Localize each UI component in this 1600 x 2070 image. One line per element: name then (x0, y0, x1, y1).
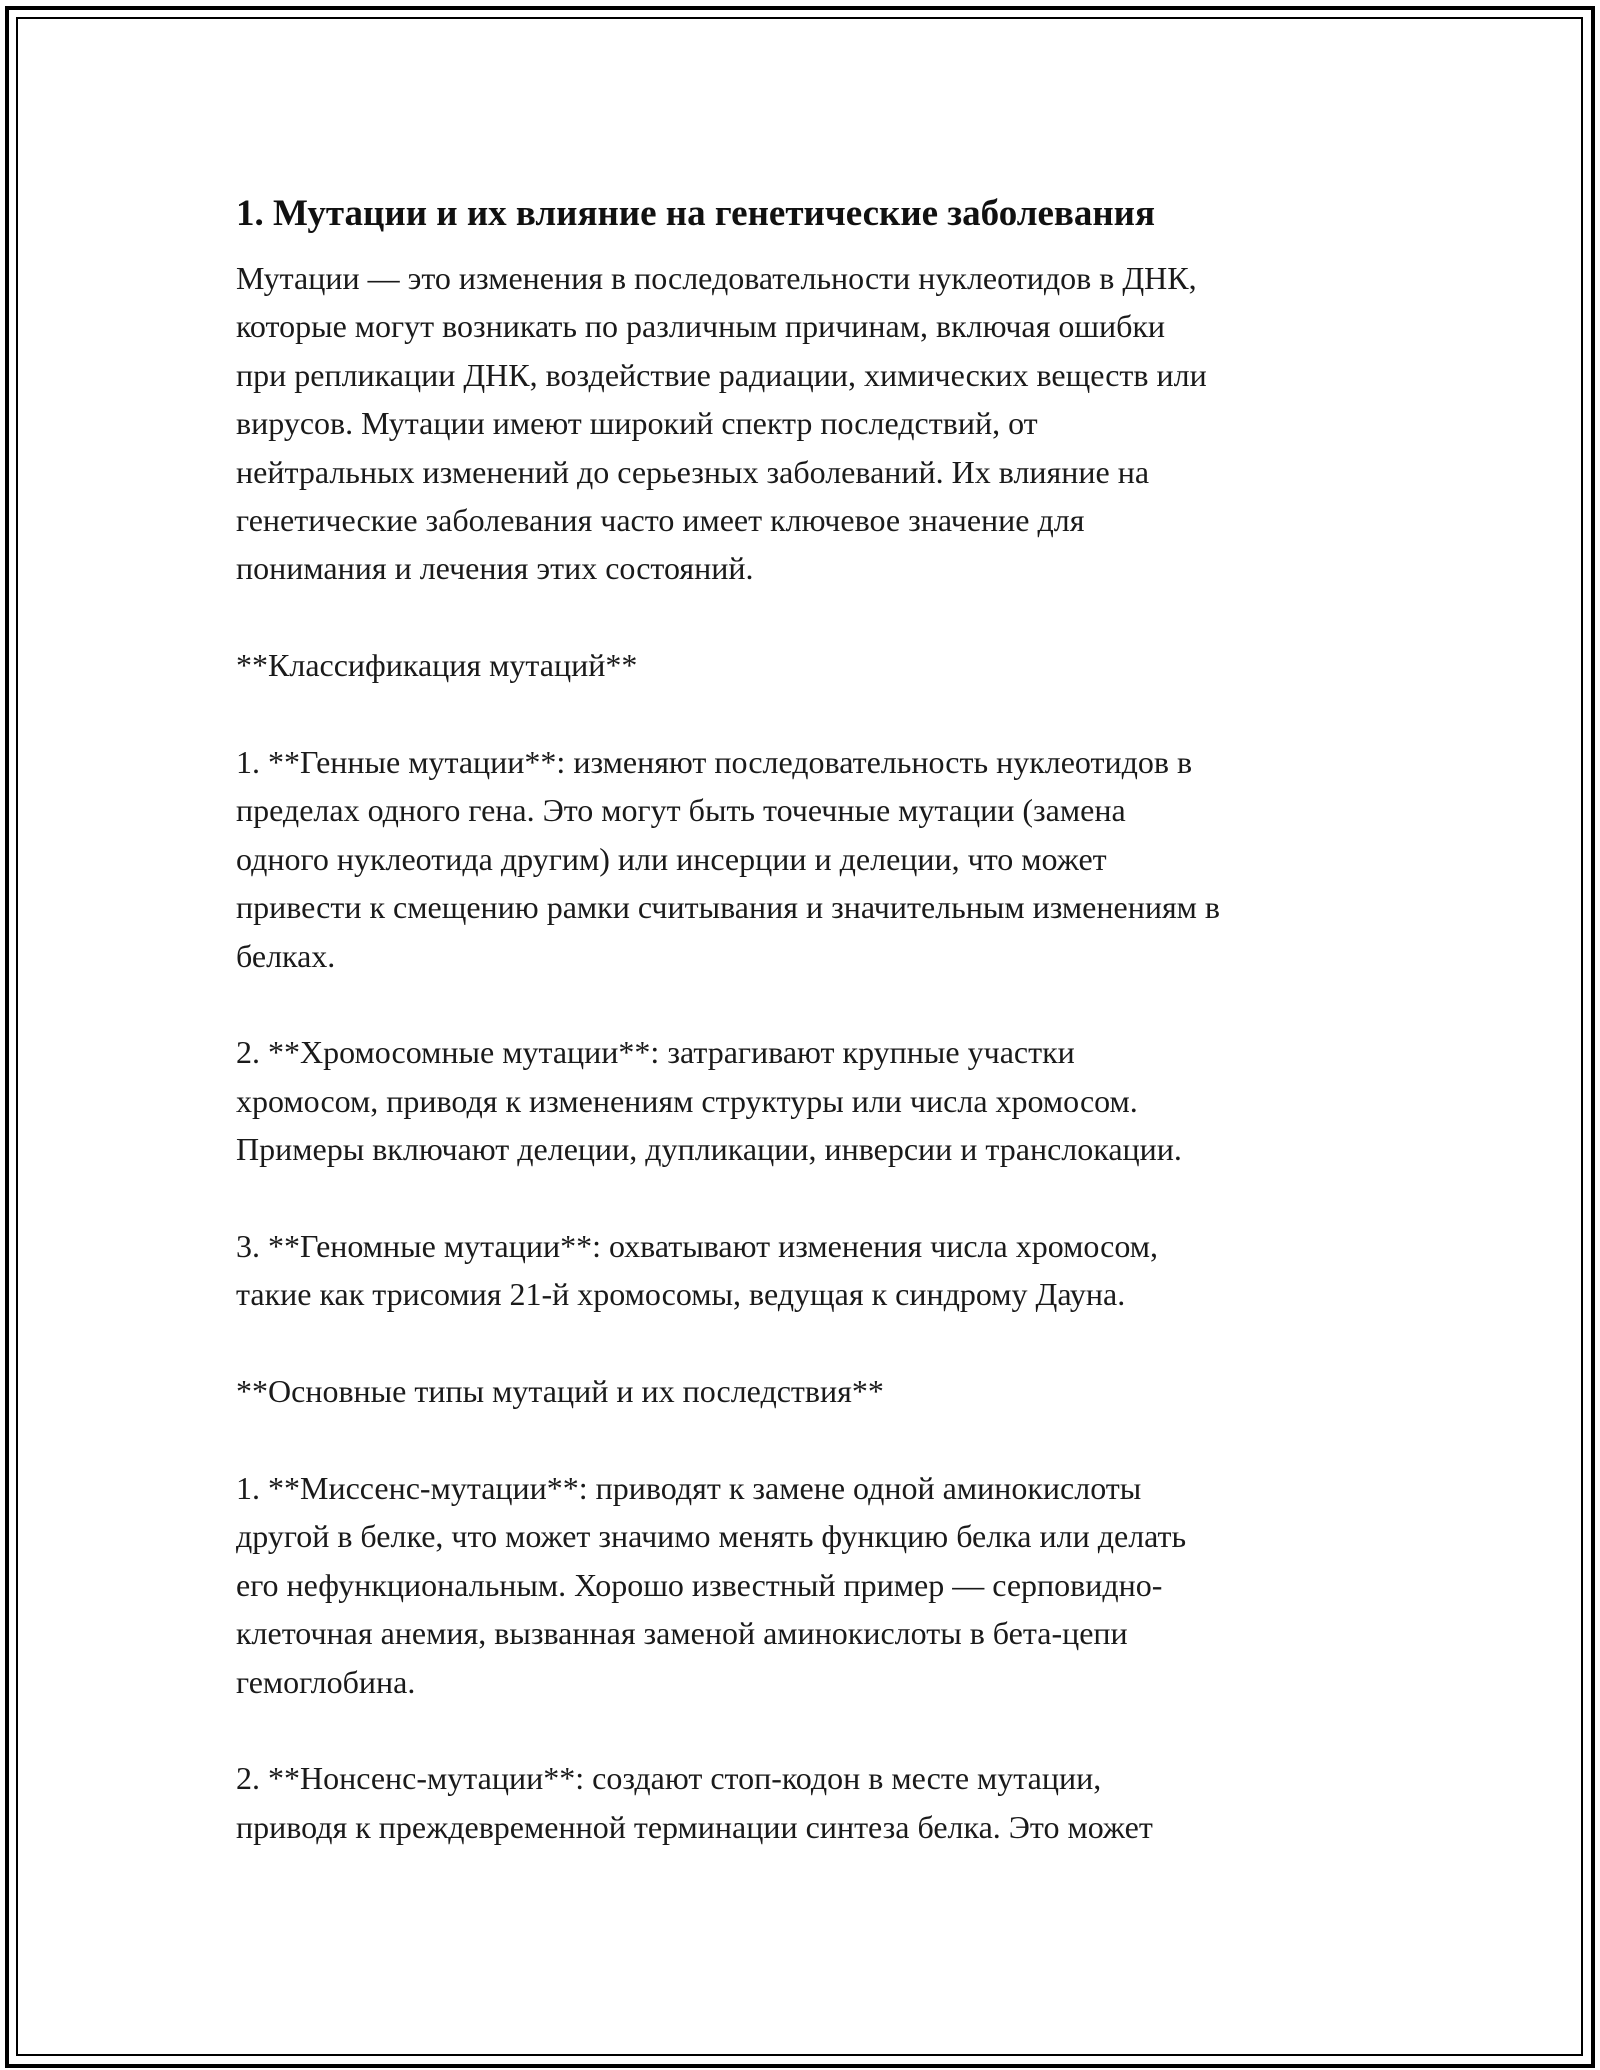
section-heading-classification: **Классификация мутаций** (236, 647, 638, 684)
list-item-genomic-mutations: 3. **Геномные мутации**: охватывают изменения числа хромосом, такие как трисомия 21-й хромосомы, ведущая к синдрому Дауна. (236, 1228, 1158, 1313)
list-item-gene-mutations: 1. **Генные мутации**: изменяют последовательность нуклеотидов в пределах одного гена. Это могут быть точечные мутации (замена одного нуклеотида другим) или инсерции и делеции, что может привести к смещению рамки считывания и значительным изменениям в белках. (236, 744, 1221, 974)
list-item-nonsense-mutations: 2. **Нонсенс-мутации**: создают стоп-кодон в месте мутации, приводя к преждевременной терминации синтеза белка. Это может (236, 1760, 1153, 1845)
document-body (236, 188, 1386, 1851)
list-item-chromosomal-mutations: 2. **Хромосомные мутации**: затрагивают крупные участки хромосом, приводя к изменениям структуры или числа хромосом. Примеры включают делеции, дупликации, инверсии и транслокации. (236, 1034, 1182, 1168)
document-title: 1. Мутации и их влияние на генетические заболевания (236, 193, 1156, 234)
list-item-missense-mutations: 1. **Миссенс-мутации**: приводят к замене одной аминокислоты другой в белке, что может значимо менять функцию белка или делать его нефункциональным. Хорошо известный пример — серповидно- клеточная анемия, вызванная заменой аминокислоты в бета-цепи гемоглобина. (236, 1470, 1187, 1700)
document-text (236, 254, 1386, 1851)
section-heading-main-types: **Основные типы мутаций и их последствия** (236, 1373, 884, 1410)
intro-paragraph: Мутации — это изменения в последовательности нуклеотидов в ДНК, которые могут возникать по различным причинам, включая ошибки при репликации ДНК, воздействие радиации, химических веществ или вирусов. Мутации имеют широкий спектр последствий, от нейтральных изменений до серьезных заболеваний. Их влияние на генетические заболевания часто имеет ключевое значение для понимания и лечения этих состояний. (236, 260, 1207, 587)
